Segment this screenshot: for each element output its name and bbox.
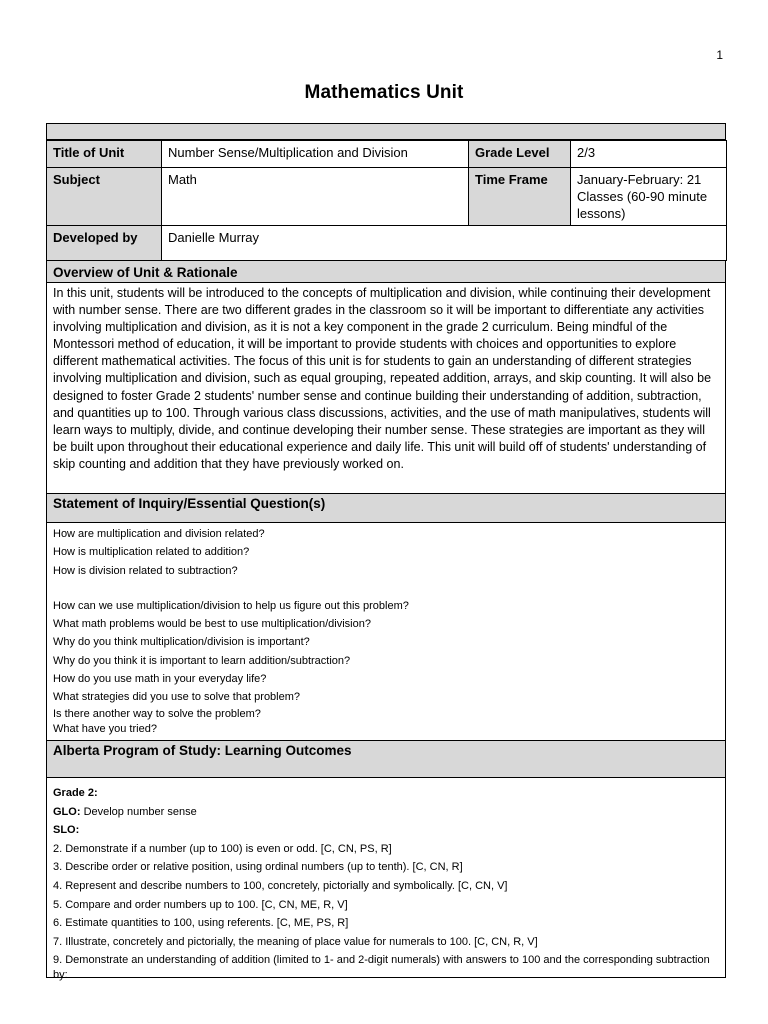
inquiry-heading: Statement of Inquiry/Essential Question(s) <box>46 494 726 523</box>
meta-row-developer <box>47 226 727 261</box>
unit-meta-table <box>46 140 727 261</box>
question-item: Is there another way to solve the problem? <box>53 707 261 720</box>
question-item: How are multiplication and division related? <box>53 528 265 540</box>
slo-label: SLO: <box>53 824 80 837</box>
time-frame-value: January-February: 21 Classes (60-90 minute lessons) <box>571 168 727 226</box>
unit-plan-table <box>46 123 726 982</box>
glo-label: GLO: <box>53 805 81 818</box>
developed-by-value: Danielle Murray <box>162 226 727 261</box>
developed-by-label: Developed by <box>47 226 162 261</box>
question-item: How is division related to subtraction? <box>53 564 238 577</box>
outcomes-heading: Alberta Program of Study: Learning Outcomes <box>46 741 726 778</box>
time-frame-label: Time Frame <box>469 168 571 226</box>
meta-row-subject <box>47 168 727 226</box>
outcome-item: 2. Demonstrate if a number (up to 100) is even or odd. [C, CN, PS, R] <box>53 842 392 855</box>
overview-text: In this unit, students will be introduced to the concepts of multiplication and division, while continuing their development with number sense. There are two different grades in the classroom so it will be important to differentiate any activities involving multiplication and division, as it is not a key component in the grade 2 curriculum. Being mindful of the Montessori method of education, it will be important to provide students with choices and opportunities to explore different mathematical activities. The focus of this unit is for students to gain an understanding of different strategies involving multiplication and division, such as equal grouping, repeated addition, arrays, and skip counting. It will also be designed to foster Grade 2 students' number sense and continue building their understanding of addition, subtraction, and quantities up to 100. Through various class discussions, activities, and the use of math manipulatives, students will learn ways to multiply, divide, and continue developing their number sense. These strategies are important as they will be built upon throughout their educational experience and daily life. This unit will build off of students' understanding of skip counting and addition that they have previously worked on. <box>46 283 726 494</box>
question-item: How is multiplication related to addition? <box>53 546 250 559</box>
learning-outcomes <box>46 778 726 982</box>
meta-row-title <box>47 141 727 168</box>
question-item: How do you use math in your everyday life? <box>53 673 267 686</box>
grade-level-value: 2/3 <box>571 141 727 168</box>
header-bar <box>46 123 726 140</box>
question-item: Why do you think it is important to learn addition/subtraction? <box>53 654 351 667</box>
subject-value: Math <box>162 168 469 226</box>
outcome-item: 5. Compare and order numbers up to 100. [C, CN, ME, R, V] <box>53 898 348 911</box>
subject-label: Subject <box>47 168 162 226</box>
overview-heading: Overview of Unit & Rationale <box>46 261 726 283</box>
outcome-item: 9. Demonstrate an understanding of addition (limited to 1- and 2-digit numerals) with answers to 100 and the corresponding subtraction by: <box>53 954 710 982</box>
outcome-item: 4. Represent and describe numbers to 100, concretely, pictorially and symbolically. [C, CN, V] <box>53 879 508 892</box>
outcome-item: 7. Illustrate, concretely and pictorially, the meaning of place value for numerals to 100. [C, CN, R, V] <box>53 935 538 948</box>
grade-level-label: Grade Level <box>469 141 571 168</box>
question-item: How can we use multiplication/division to help us figure out this problem? <box>53 599 409 612</box>
document-title: Mathematics Unit <box>304 82 464 103</box>
outcome-item: 3. Describe order or relative position, using ordinal numbers (up to tenth). [C, CN, R] <box>53 861 463 874</box>
grade-heading: Grade 2: <box>53 787 98 799</box>
question-item: What have you tried? <box>53 722 157 735</box>
question-item: Why do you think multiplication/division is important? <box>53 636 310 649</box>
glo-text: Develop number sense <box>83 805 197 818</box>
title-of-unit-label: Title of Unit <box>47 141 162 168</box>
title-of-unit-value: Number Sense/Multiplication and Division <box>162 141 469 168</box>
question-item: What math problems would be best to use multiplication/division? <box>53 618 371 631</box>
question-item: What strategies did you use to solve that problem? <box>53 691 301 704</box>
page-number: 1 <box>716 48 723 62</box>
outcome-item: 6. Estimate quantities to 100, using referents. [C, ME, PS, R] <box>53 917 349 930</box>
inquiry-questions <box>46 523 726 741</box>
